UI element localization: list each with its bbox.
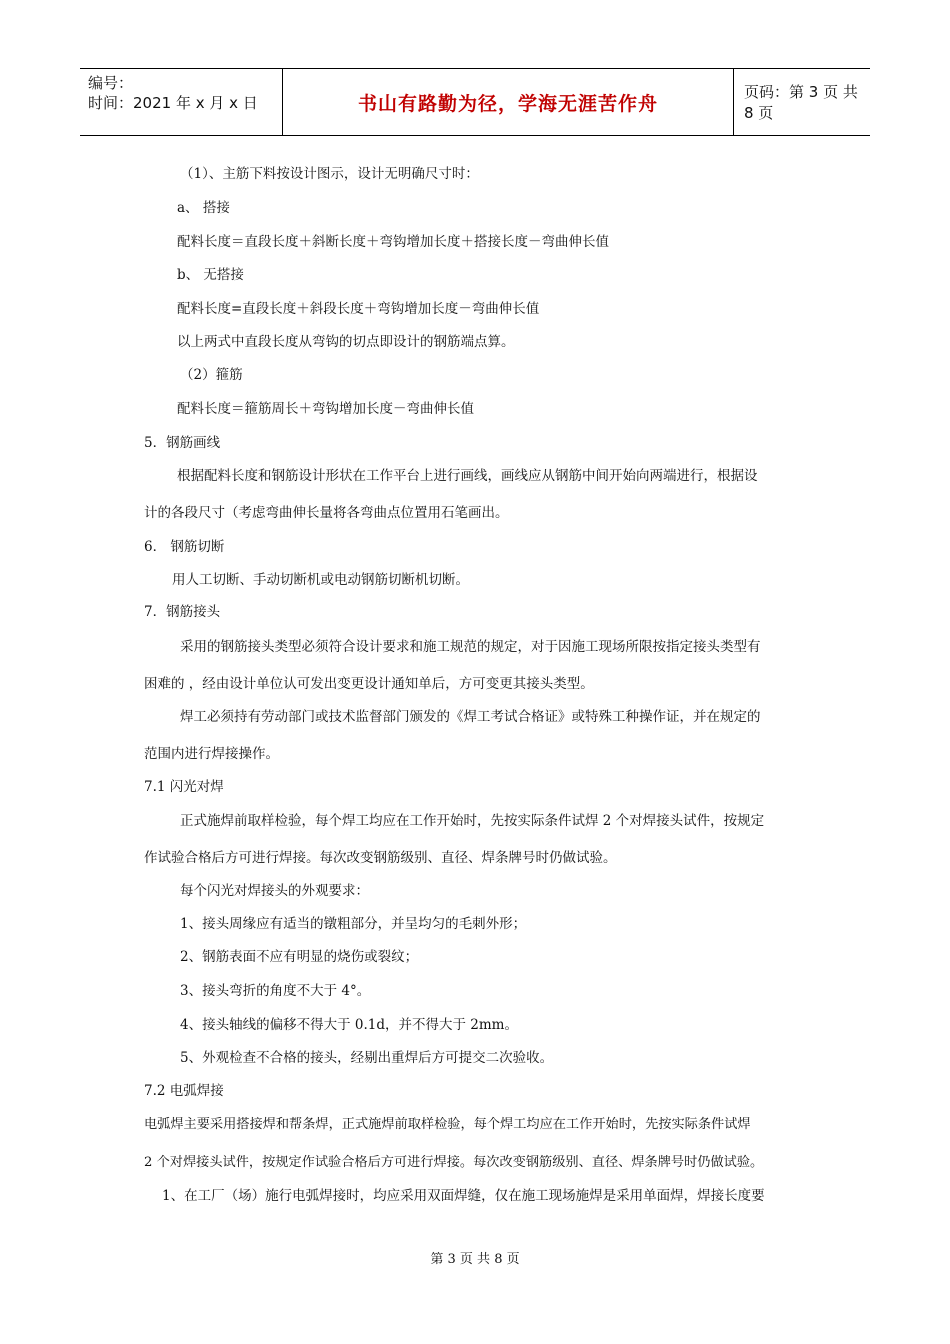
body-line: b、 无搭接 — [177, 267, 244, 283]
section-heading: 7.1 闪光对焊 — [144, 779, 224, 795]
section-heading: 5．钢筋画线 — [144, 435, 221, 451]
document-number-label: 编号： — [88, 74, 134, 92]
body-line: 2 个对焊接头试件，按规定作试验合格后方可进行焊接。每次改变钢筋级别、直径、焊条牌号时仍做试验。 — [144, 1155, 764, 1170]
body-line: 以上两式中直段长度从弯钩的切点即设计的钢筋端点算。 — [177, 334, 515, 350]
section-heading: 6． 钢筋切断 — [144, 539, 225, 555]
document-time: 时间：2021 年 x 月 x 日 — [88, 94, 258, 112]
body-line: 正式施焊前取样检验，每个焊工均应在工作开始时，先按实际条件试焊 2 个对焊接头试件，按规定 — [180, 813, 765, 829]
body-line: 作试验合格后方可进行焊接。每次改变钢筋级别、直径、焊条牌号时仍做试验。 — [144, 850, 617, 866]
body-line: （2）箍筋 — [180, 367, 243, 383]
list-item: 4、接头轴线的偏移不得大于 0.1d，并不得大于 2mm。 — [180, 1017, 518, 1033]
body-line: 计的各段尺寸（考虑弯曲伸长量将各弯曲点位置用石笔画出。 — [144, 505, 509, 521]
page-header — [80, 68, 870, 136]
list-item: 1、在工厂（场）施行电弧焊接时，均应采用双面焊缝，仅在施工现场施焊是采用单面焊，焊接长度要 — [162, 1188, 765, 1204]
section-heading: 7．钢筋接头 — [144, 604, 221, 620]
body-line: 范围内进行焊接操作。 — [144, 746, 279, 762]
body-line: 电弧焊主要采用搭接焊和帮条焊，正式施焊前取样检验，每个焊工均应在工作开始时，先按实际条件试焊 — [144, 1117, 751, 1132]
list-item: 5、外观检查不合格的接头，经剔出重焊后方可提交二次验收。 — [180, 1050, 554, 1066]
body-line: a、 搭接 — [177, 200, 230, 216]
body-line: 困难的 ，经由设计单位认可发出变更设计通知单后，方可变更其接头类型。 — [144, 676, 594, 692]
header-page-info: 页码：第 3 页 共 8 页 — [744, 83, 858, 122]
page-footer: 第 3 页 共 8 页 — [430, 1252, 520, 1267]
body-line: 配料长度＝直段长度＋斜断长度＋弯钩增加长度＋搭接长度－弯曲伸长值 — [177, 234, 609, 250]
body-line: 用人工切断、手动切断机或电动钢筋切断机切断。 — [172, 572, 469, 588]
section-heading: 7.2 电弧焊接 — [144, 1083, 224, 1099]
body-line: 每个闪光对焊接头的外观要求： — [180, 883, 369, 899]
body-line: 根据配料长度和钢筋设计形状在工作平台上进行画线，画线应从钢筋中间开始向两端进行，根据设 — [177, 468, 758, 484]
header-left — [80, 69, 282, 135]
list-item: 3、接头弯折的角度不大于 4°。 — [180, 983, 371, 999]
list-item: 1、接头周缘应有适当的镦粗部分，并呈均匀的毛刺外形； — [180, 916, 527, 932]
body-line: 配料长度=直段长度＋斜段长度＋弯钩增加长度－弯曲伸长值 — [177, 301, 540, 317]
body-line: 采用的钢筋接头类型必须符合设计要求和施工规范的规定，对于因施工现场所限按指定接头类型有 — [180, 639, 761, 655]
body-line: 配料长度＝箍筋周长＋弯钩增加长度－弯曲伸长值 — [177, 401, 474, 417]
list-item: 2、钢筋表面不应有明显的烧伤或裂纹； — [180, 949, 419, 965]
body-line: （1）、主筋下料按设计图示，设计无明确尺寸时： — [180, 166, 479, 182]
body-line: 焊工必须持有劳动部门或技术监督部门颁发的《焊工考试合格证》或特殊工种操作证，并在规定的 — [180, 709, 761, 725]
header-motto: 书山有路勤为径，学海无涯苦作舟 — [282, 69, 734, 135]
